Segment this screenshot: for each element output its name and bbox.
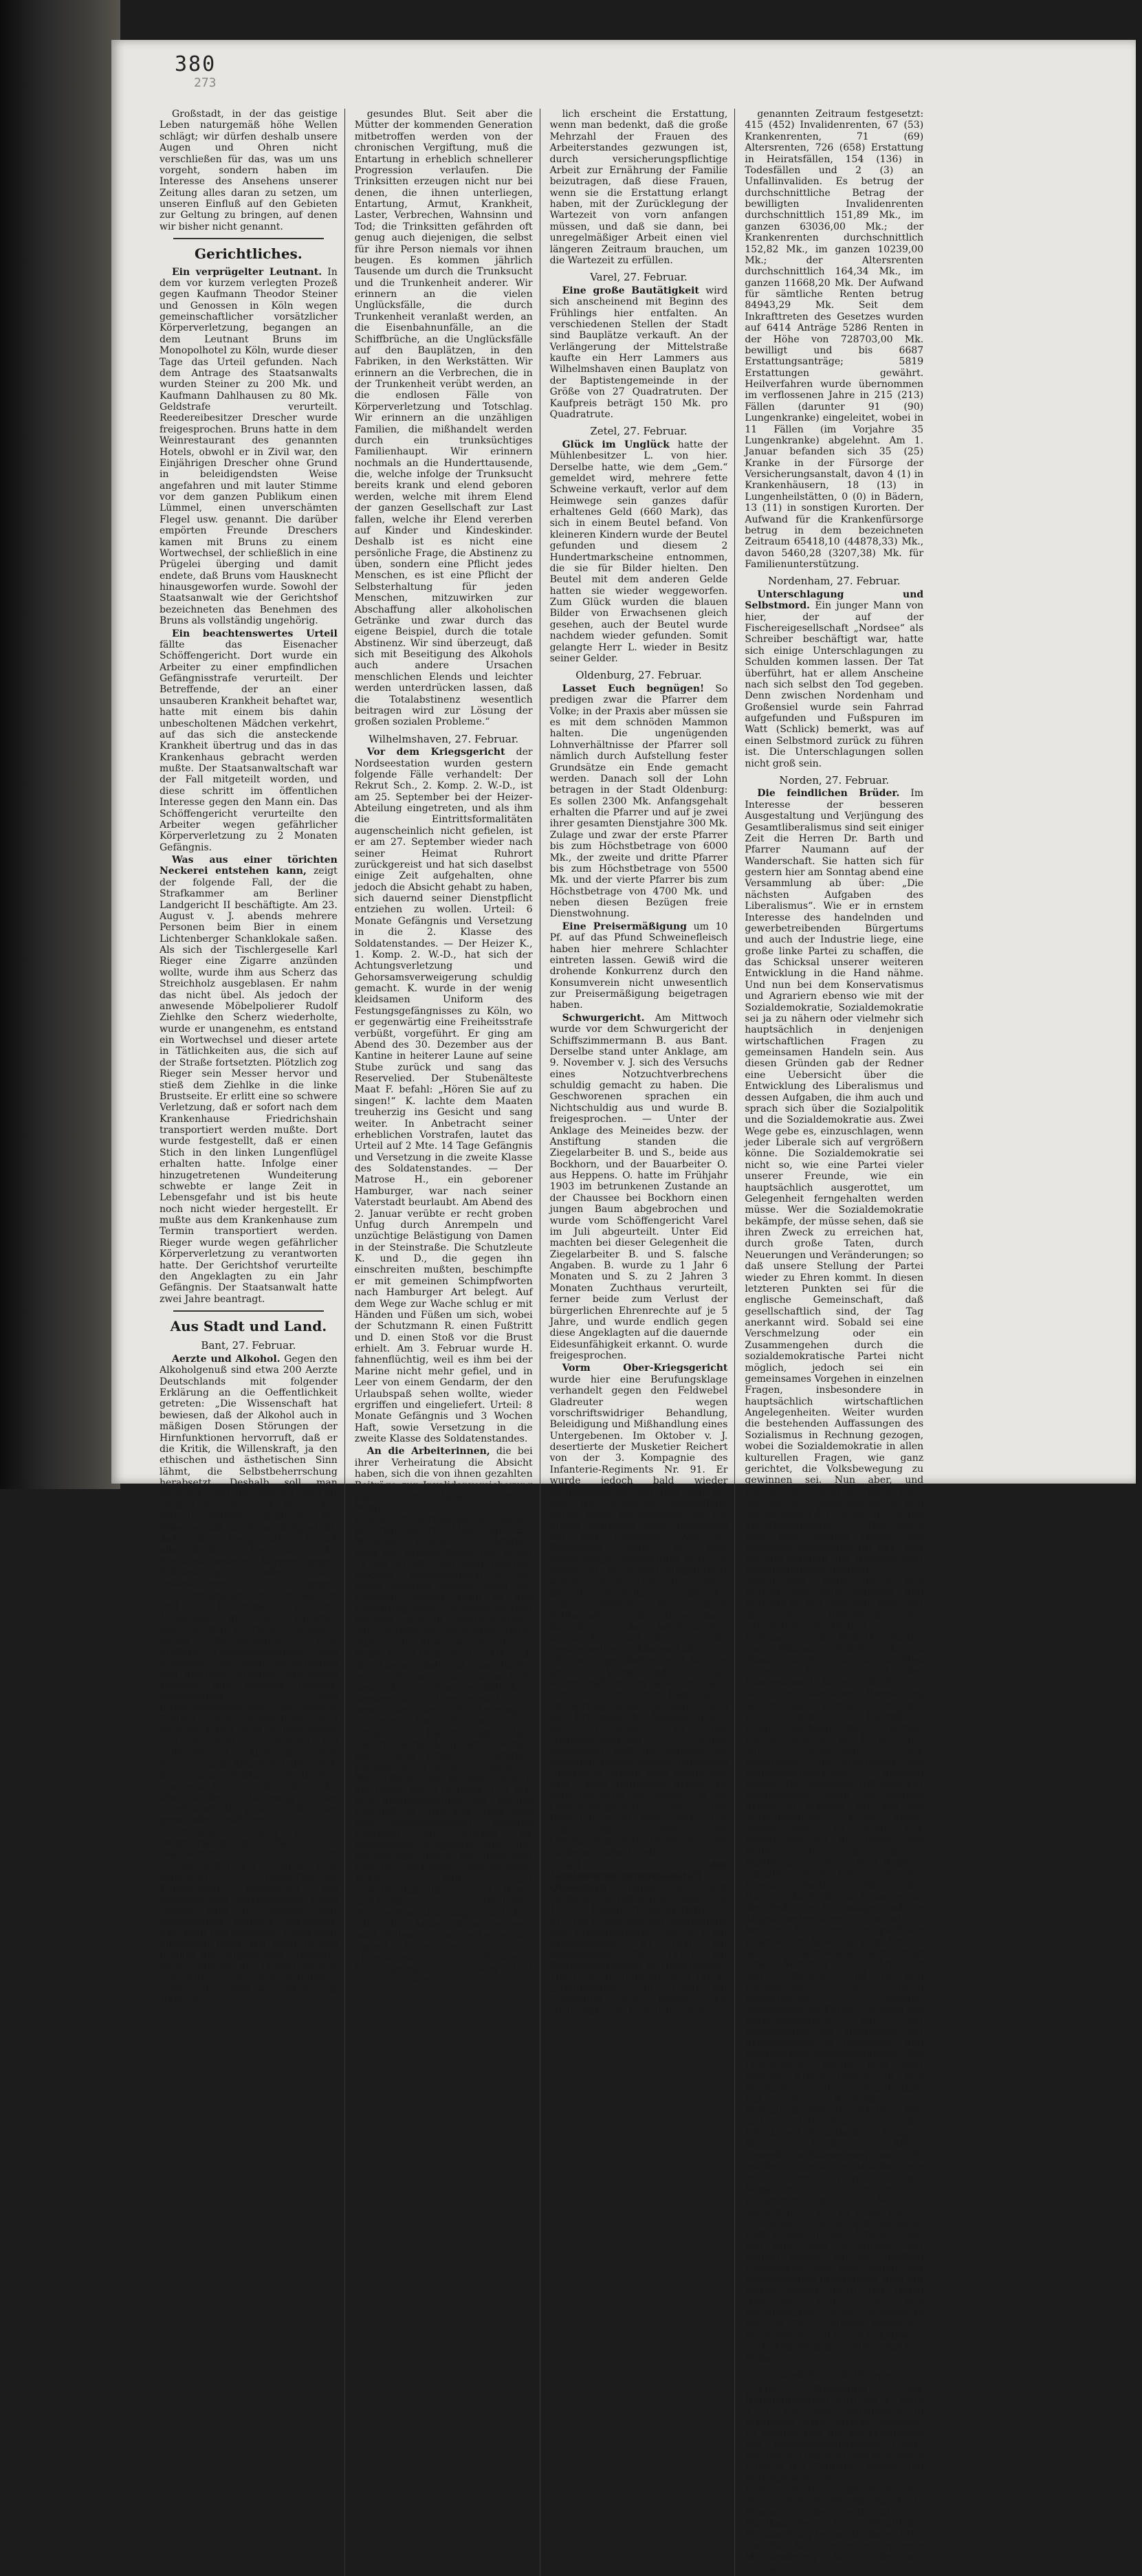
article-title: Ein verprügelter Leutnant. (172, 266, 322, 278)
article-title: Lasset Euch begnügen! (562, 683, 705, 694)
article (745, 788, 923, 2364)
column-4 (745, 109, 930, 2576)
article (160, 628, 338, 854)
article-title: Unterschlagung und Selbstmord. (745, 588, 924, 612)
article-text: Gegen den Alkoholgenuß sind etwa 200 Aerzte Deutschlands mit folgender Erklärung an die Oeffentlichkeit getreten: „Die Wissenschaft hat bewiesen, daß der Alkohol auch in mäßigen Dosen Störungen der Hirnfunktionen hervorruft, daß er die Kritik, die Willenskraft, ja den ethischen und ästhetischen Sinn lähmt, die Selbstbeherrschung herabsetzt. Deshalb soll man einsehen, daß der Alkohol ein Gift ist und denselben nicht länger den Nahrungsmitteln zuzählen. Die Wissenschaft hat ferner festgestellt, daß der fortgesetzte Genuß alkoholischer Getränke die Resistenz unseres Körpers gegen Erkrankungen aller Art, insbesondere gegen Infektionskrankheiten, herabsetzt und die Lebensdauer verkürzt. Menschen, die sich jeglicher alkoholischen Getränke enthalten, haben durchschnittlich eine größere Leistungsfähigkeit und Ausdauer bei allen körperlichen und geistigen Arbeiten, erkranken seltener und genesen rascher, insbesondere von Infektionskrankheiten, als mäßige Trinker. Jede körperliche und geistige Arbeit wird vollkommener und geschickter ausgeführt bei vollkommener Abstinenz. Alle gegenteiligen Angaben haben sich bei genauer Prüfung als Illusion erwiesen, hervorgerufen durch die alkoholische Lähmung der Urteilskraft. Die größte Gefahr des gewohnheitsmäßigen Alkoholgenusses aber ist die Degeneration der Rasse. Die Nachkommen der Gewohnheitstrinker zeigen eine allgemein minderwertige Konstitution, namentlich ein geschwächtes Nervensystem. Diese Gefahr wird in neuerer Zeit insbesondere dadurch gesteigert, daß auch das weibliche Geschlecht allmählich mehr und mehr in den Einfluß der allgemeinen Trinksitte gerät. Solange die Frauen an den Trinksitten sich nicht beteiligen, erbte jeder doch wenigstens zur Hälfte noch (160, 1353, 338, 2007)
article-text: wird sich anscheinend mit Beginn des Frühlings hier entfalten. An verschiedenen Stellen der Stadt sind Bauplätze verkauft. An der Verlängerung der Mittelstraße kaufte ein Herr Lammers aus Wilhelmshaven einen Bauplatz von der Baptistengemeinde in der Größe von 27 Quadratruten. Der Kaufpreis beträgt 150 Mk. pro Quadratrute. (549, 285, 728, 420)
article-text: hatte der Mühlenbesitzer L. von hier. Derselbe hatte, wie dem „Gem.“ gemeldet wird, mehrere fette Schweine verkauft, verlor auf dem Heimwege sein ganzes dafür erhaltenes Geld (660 Mark), das sich in einem Beutel befand. Von kleineren Kindern wurde der Beutel gefunden und diesem 2 Hundertmarkscheine entnommen, die sie für Bilder hielten. Den Beutel mit dem anderen Gelde hatten sie wieder weggeworfen. Zum Glück wurden die blauen Bilder von Erwachsenen gleich gesehen, auch der Beutel wurde nachdem wieder gefunden. Somit gelangte Herr L. wieder in Besitz seiner Gelder. (549, 439, 728, 664)
article (745, 589, 923, 769)
article (160, 855, 338, 1305)
article-title: Ein beachtenswertes Urteil (172, 628, 338, 639)
article (550, 921, 728, 1011)
article-title: Vorm Ober-Kriegsgericht (562, 1363, 728, 1374)
paragraph: lich erscheint die Erstattung, wenn man bedenkt, daß die große Mehrzahl der Frauen des Arbeiterstandes gezwungen ist, durch versicherungspflichtige Arbeit zur Ernährung der Familie beizutragen, daß diese Frauen, wenn sie die Erstattung erlangt haben, mit der Zurücklegung der Wartezeit von vorn anfangen müssen, und daß sie dann, bei unregelmäßiger Arbeit einen viel längeren Zeitraum brauchen, um die Wartezeit zu erfüllen. (549, 109, 728, 266)
article-title: Glück im Unglück (562, 439, 670, 450)
article-title: Vor dem Kriegsgericht (366, 747, 505, 758)
page-number: 380 (175, 52, 217, 76)
dateline: Wilhelmshaven, 27. Februar. (369, 732, 519, 745)
paragraph: genannten Zeitraum festgesetzt: 415 (452) Invalidenrenten, 67 (53) Krankenrenten, 71 (69) Altersrenten, 726 (658) Erstattung in Heiratsfällen, 154 (136) in Todesfällen und 2 (3) an Unfallinvaliden. Es betrug der durchschnittliche Betrag der bewilligten Invalidenrenten durchschnittlich 151,89 Mk., im ganzen 63036,00 Mk.; der Krankenrenten durchschnittlich 152,82 Mk., im ganzen 10239,00 Mk.; der Altersrenten durchschnittlich 164,34 Mk., im ganzen 11668,20 Mk. Der Aufwand für sämtliche Renten betrug 84943,29 Mk. Seit dem Inkrafttreten des Gesetzes wurden auf 6414 Anträge 5286 Renten in der Höhe von 728703,00 Mk. bewilligt und bis 6687 Erstattungsanträge; 5819 Erstattungen gewährt. Heilverfahren wurde übernommen im verflossenen Jahre in 215 (213) Fällen (darunter 91 (90) Lungenkranke) eingeleitet, wobei in 11 Fällen (im Vorjahre 35 Lungenkranke) abgelehnt. Am 1. Januar befanden sich 35 (25) Kranke in der Fürsorge der Versicherungsanstalt, davon 4 (1) in Krankenhäusern, 18 (13) in Lungenheilstätten, 0 (0) in Bädern, 13 (11) in sonstigen Kurorten. Der Aufwand für die Krankenfürsorge betrug in dem bezeichneten Zeitraum 65418,10 (44878,33) Mk., davon 5460,28 (3207,38) Mk. für Familienunterstützung. (745, 109, 924, 570)
article-text: zeigt der folgende Fall, der die Strafkammer am Berliner Landgericht II beschäftigte. Am 23. August v. J. abends mehrere Personen beim Bier in einem Lichtenberger Schanklokale saßen. Als sich der Tischlergeselle Karl Rieger eine Zigarre anzünden wollte, wurde ihm aus Scherz das Streichholz ausgeblasen. Er nahm das nicht übel. Als jedoch der anwesende Möbelpolierer Rudolf Ziehlke den Scherz wiederholte, wurde er unangenehm, es entstand ein Wortwechsel und dieser artete in Tätlichkeiten aus, die sich auf der Straße fortsetzten. Plötzlich zog Rieger sein Messer hervor und stieß dem Ziehlke in die linke Brustseite. Er erlitt eine so schwere Verletzung, daß er sofort nach dem Krankenhause Friedrichshain transportiert werden mußte. Dort wurde festgestellt, daß er einen Stich in den linken Lungenflügel erhalten hatte. Infolge einer hinzugetretenen Wundeiterung schwebte er lange Zeit in Lebensgefahr und ist bis heute noch nicht wieder hergestellt. Er mußte aus dem Krankenhause zum Termin transportiert werden. Rieger wurde wegen gefährlicher Körperverletzung zu verantworten hatte. Der Gerichtshof verurteilte den Angeklagten zu ein Jahr Gefängnis. Der Staatsanwalt hatte zwei Jahre beantragt. (160, 866, 338, 1305)
article (550, 1013, 728, 1362)
section-heading-gerichtliches: Gerichtliches. (195, 245, 303, 263)
article-text: wird am 4. März d. J. vor dem Amtsgericht in Malgarten zum Austrag kommen. Es handelt sich um die Privatklage des Reichstagskandidaten Frhrn. von Bar auf Barenau, des bekannten Führers der Zentrum, Welfen und Agrarkonservativen Gemeinschaftlich aufgestellt war, gegen den Kaufmann Rasch in Bramsche, der während des Wahlkampfes in öffentlicher Versammlung behauptet habe, Frhr. von Bar habe in seiner früheren Mietswohnung Kaiserbilder mit weißschen (745, 2394, 924, 2575)
article (550, 439, 728, 665)
article-text: In dem vor kurzem verlegten Prozeß gegen Kaufmann Theodor Steiner und Genossen in Köln wegen gemeinschaftlicher vorsätzlicher Körperverletzung, begangen an dem Leutnant Bruns im Monopolhotel zu Köln, wurde dieser Tage das Urteil gefunden. Nach dem Antrage des Staatsanwalts wurden Steiner zu 200 Mk. und Kaufmann Dahlhausen zu 80 Mk. Geldstrafe verurteilt. Reedereibesitzer Drescher wurde freigesprochen. Bruns hatte in dem Weinrestaurant des genannten Hotels, obwohl er in Zivil war, den Einjährigen Drescher ohne Grund in beleidigendsten Weise angefahren und mit lauter Stimme vor dem ganzen Publikum einen Lümmel, einen unverschämten Flegel usw. genannt. Die darüber empörten Freunde Dreschers kamen mit Bruns zu einem Wortwechsel, der schließlich in eine Prügelei überging und damit endete, daß Bruns vom Hausknecht hinausgeworfen wurde. Sowohl der Staatsanwalt wie der Gerichtshof bezeichneten das Benehmen des Bruns als vollständig ungehörig. (160, 266, 338, 627)
article (355, 1446, 533, 1986)
article (550, 683, 728, 920)
article-title: Eine große Bautätigkeit (562, 285, 699, 296)
dateline: Bant, 27. Februar. (201, 1339, 296, 1352)
article-text: Am Mittwoch wurde vor dem Schwurgericht der Schiffszimmermann B. aus Bant. Derselbe stand unter Anklage, am 9. November v. J. sich des Versuchs eines Notzuchtverbrechens schuldig gemacht zu haben. Die Geschworenen sprachen ein Nichtschuldig aus und wurde B. freigesprochen. — Unter der Anklage des Meineides bezw. der Anstiftung standen die Ziegelarbeiter B. und S., beide aus Bockhorn, und der Bauarbeiter O. aus Heppens. O. hatte im Frühjahr 1903 im betrunkenen Zustande an der Chaussee bei Bockhorn einen jungen Baum abgebrochen und wurde vom Schöffengericht Varel im Juli abgeurteilt. Unter Eid machten bei dieser Gelegenheit die Ziegelarbeiter B. und S. falsche Angaben. B. wurde zu 1 Jahr 6 Monaten und S. zu 2 Jahren 3 Monaten Zuchthaus verurteilt, ferner beide zum Verlust der bürgerlichen Ehrenrechte auf je 5 Jahre, und wurde endlich gegen diese Angeklagten auf die dauernde Eidesunfähigkeit erkannt. O. wurde freigesprochen. (549, 1012, 728, 1362)
article-title: Die feindlichen Brüder. (757, 788, 900, 800)
column-1 (160, 109, 345, 2576)
article (160, 1354, 338, 2007)
article-text: fällte das Eisenacher Schöffengericht. Dort wurde ein Arbeiter zu einer empfindlichen Gefängnisstrafe verurteilt. Der Betreffende, der an einer unsauberen Krankheit behaftet war, hatte mit einem bis dahin unbescholtenen Mädchen verkehrt, auf das sich die ansteckende Krankheit übertrug und das in das Krankenhaus gebracht werden mußte. Der Staatsanwaltschaft war der Fall mitgeteilt worden, und diese schritt im öffentlichen Interesse gegen den Mann ein. Das Schöffengericht verurteilte den Arbeiter wegen gefährlicher Körperverletzung zu 2 Monaten Gefängnis. (160, 639, 338, 853)
article-text: der Nordseestation wurden gestern folgende Fälle verhandelt: Der Rekrut Sch., 2. Komp. 2. W.-D., ist am 25. September bei der Heizer-Abteilung eingetreten, und als ihm die Eintrittsformalitäten augenscheinlich nicht gefielen, ist er am 27. September wieder nach seiner Heimat Ruhrort zurückgereist und hat sich daselbst einige Zeit aufgehalten, ohne jedoch die Absicht gehabt zu haben, sich dauernd seiner Dienstpflicht entziehen zu wollen. Urteil: 6 Monate Gefängnis und Versetzung in die 2. Klasse des Soldatenstandes. — Der Heizer K., 1. Komp. 2. W.-D., hat sich der Achtungsverletzung und Gehorsamsverweigerung schuldig gemacht. K. wurde in der wenig kleidsamen Uniform des Festungsgefängnisses zu Köln, wo er gegenwärtig eine Freiheitsstrafe verbüßt, vorgeführt. Er ging am Abend des 30. Dezember aus der Kantine in heiterer Laune auf seine Stube zurück und sang das Reservelied. Der Stubenälteste Maat F. befahl: „Hören Sie auf zu singen!“ K. lachte dem Maaten treuherzig ins Gesicht und sang weiter. In Anbetracht seiner erheblichen Vorstrafen, lautet das Urteil auf 2 Mte. 14 Tage Gefängnis und Versetzung in die zweite Klasse des Soldatenstandes. — Der Matrose H., ein geborener Hamburger, war nach seiner Vaterstadt beurlaubt. Am Abend des 2. Januar verübte er recht groben Unfug durch Anrempeln und unzüchtige Belästigung von Damen in der Steinstraße. Die Schutzleute K. und D., die gegen ihn einschreiten mußten, beschimpfte er mit gemeinen Schimpfworten nach Hamburger Art belegt. Auf dem Wege zur Wache schlug er mit Händen und Füßen um sich, wobei der Schutzmann R. einen Fußtritt und D. einen Stoß vor die Brust erhielt. Am 3. Februar wurde H. fahnenflüchtig, weil es ihm bei der Marine nicht mehr gefiel, und in Leer von einem Gendarm, der den Urlaubspaß sehen wollte, wieder ergriffen und eingeliefert. Urteil: 8 Monate Gefängnis und 3 Wochen Haft, sowie Versetzung in die zweite Klasse des Soldatenstandes. (354, 747, 533, 1445)
dateline: Nordenham, 27. Februar. (767, 575, 901, 588)
article (550, 1860, 728, 2017)
article-text: wurde hier eine Berufungsklage verhandelt gegen den Feldwebel Gladreuter wegen vorschriftswidriger Behandlung, Beleidigung und Mißhandlung eines Untergebenen. Im Oktober v. J. desertierte der Musketier Reichert von der 3. Kompagnie des Infanterie-Regiments Nr. 91. Er wurde jedoch bald wieder zurückgebracht und gab nun an, daß die schlechte Behandlung durch seine Vorgesetzten ihn zur Flucht getrieben habe. Besonders auf den Feldwebel. Am 26. September habe er eine siebentägige Arreststrafe antreten sollen; er sei hierzu aufgefordert worden, und der Unteroffizier habe ihn des schmutzigen Zustandes seiner Wäsche bei seinem Feldwebel gemeldet. Dieser habe ihm, Reichert, dann befohlen, sich auszuziehen und ihn vor der versammelten Mannschaft ein „Schwein“ gescholten, auch habe er ihn „vier Viertelstunden vor der Mannschaft stehen lassen müssen, zum Gaudium seiner Kameraden. Im Verfolg dieser Aussage erhob das Kriegsgericht Anklage gegen den Feldwebel. In der Hauptverhandlung wurde festgestellt, daß die Angaben des Rekruten richtig waren. Feldwebel Gladreuter erhielt eine Strafe von drei Tagen mittlerem Arrest. Er legte Berufung ein, welche ihm das Oberkriegsgericht mit der Begründung, er habe doch „nur seine Pflicht“ getan. Das Oberkriegsgericht bestätigte das vorinstanzliche Urteil. (549, 1374, 728, 1858)
article-text: Im Interesse der besseren Ausgestaltung und Verjüngung des Gesamtliberalismus sind seit einiger Zeit die Herren Dr. Barth und Pfarrer Naumann auf der Wanderschaft. Sie hatten sich für gestern hier am Sonntag abend eine Versammlung ab über: „Die nächsten Aufgaben des Liberalismus“. Wie er in ernstem Interesse des handelnden und gewerbetreibenden Bürgertums und auch der Industrie liege, eine große linke Partei zu schaffen, die das Schicksal unserer weiteren Entwicklung in die Hand nähme. Und nun bei dem Konservatismus und Agrariern ebenso wie mit der Sozialdemokratie, Sozialdemokratie sei ja zu nähern oder vielmehr sich hauptsächlich in denjenigen wirtschaftlichen Fragen zu gemeinsamen Handeln sein. Aus diesen Gründen gab der Redner eine Uebersicht über die Entwicklung des Liberalismus und dessen Aufgaben, die ihm auch und sprach sich über die Sozialpolitik und die Sozialdemokratie aus. Zwei Wege gebe es, einzuschlagen, wenn jeder Liberale sich auf vergrößern könne. Die Sozialdemokratie sei nicht so, wie eine Partei vieler unserer Freunde, wie ein hauptsächlich ausgerottet, um Gelegenheit ferngehalten werden müsse. Wer die Sozialdemokratie bekämpfe, der müsse sehen, daß sie ihren Zweck zu erreichen hat, durch große Taten, durch Neuerungen und Veränderungen; so daß unsere Stellung der Partei wieder zu Ehren kommt. In diesen letzteren Punkten sei für die englische Gemeinschaft, daß gesellschaftlich sind, der Tag anerkannt wird. Sobald sei eine Verschmelzung oder ein Zusammengehen durch die sozialdemokratische Partei nicht möglich, jedoch sei ein gemeinsames Vorgehen in einzelnen Fragen, insbesondere in hauptsächlich wirtschaftlichen Angelegenheiten. Weiter wurden die bestehenden Auffassungen des Sozialismus in Rechnung gezogen, wobei die Sozialdemokratie in allen kulturellen Fragen, wie ganz gerichtet, die Volksbewegung zu gewinnen sei. Nun aber, und welcher Rechnung getragen wird, der mit die Volksbewegung, in den Verhältnissen der Ausnahmeren und Zuchthausgesetze. — Das sollte man sich gefallen lassen. Die Reformer verstanden für das, was wir hier verlangt, die Wünsche aller Versammlungsteilnehmer entsprechen, wenn durch den Bericht des Volks-Sonntags und Berichts ist aus dem Volk sehr spät als einer Diskussion. Der nationalliberale Redner wies die Ansinnen, in der Sozialdemokratie einen Pakt abzuschließen, oder ein Zusammengehen zu suchen. Man könne sich nicht auf der Klassenkampf führe und ihr Ziel sehe der staatlichen Umwälzung der heutigen Zustände, und der Zustand gegen die Jugendliche Frage, überhaupt dieses Themas, von Seiten dieses der Fürsprecher, durch Gesinnungen stark einzutreten, die Fraktionen des Abgeordnetenhauses gesehen wollen. Der Antisemit gilt eine nur anzukommen, wenn die positive Arbeit zu erzielen hat und die Sozialdemokratie keine Arbeit leisten kann. Er werde sich anschließen an die gewiß aus Müller, der die besten Ausführungen des letzten Redners einnahm. Sowie hat er für den Einsturz Parteien. Wenn der Umsturz die Rede sein könne, so sei die Rede im Reichstage und im Abgeordnetenhause. Er selbst sei bei der Einnahme der positiven praktischen Arbeiten kein Freund der Sozialdemokratie, wenn man unsere Vertreter bei der Arbeit in den Gemeinden und in den Parlamenten sieht, ihren unbeirrbaren, ständig-oppositionellen Körper. Es kann die Sozialdemokratie nur zur Verteidigung der Interessen der Arbeiterschaft in Gemeinde- und kommunalen Angelegenheiten. Die Liberalismus werde kein sehr positive Arbeit liefern, in den Streitenlagen der Zukunftsstaat. Für den Reichstag ein Bedeutungsspiel ist, und Herr Vor- und Entrechtungen der Arbeiterschaft zustande zu bringen, für solche Arbeit Gewerkschaftsbewegung aus. Er würde sich in seinen Ausführungen mit dem Vertreter der Sozialdemokratie keinen Sinn des Zusammenkommens. Die Verdienst derselben sei nur zu sehen wie sei lernen und Ziele der Arbeiterklasse weit ersehnen, um Arbeiterschaft und ihre Ziele zu wirken. Der Redner sprach mit der größten Genauigkeit von den Zeiten des sozialistischen Programms, ging auf hieran wieder Barth und Herrn Naumann und sich den Versammelten seine Propaganda machen. Herr Naumann schloß die Versammlung mit einem Schlußwort nach Angriffen des antisemitischen Redner. (745, 788, 924, 2364)
section-divider (173, 238, 324, 239)
article (355, 747, 533, 1444)
article-title: Ein Nachspiel zur Reichstagswahl (745, 2383, 924, 2406)
article-text: lagen in dem verflossenen Jahre (die Zahlen für 1902 in Klammern nachgefügt) vor: 612 (581) Anträge auf Bewilligung von Invalidenrenten, 69 (61) auf Krankenrente, 87 (84) auf Altersrenten, 767 (712) auf Beitragserstattung in Heiratsfällen, 168 (154) in Todesfällen, 3 (4) an Unfallinvaliden, 381 (298) auf Erstattung der Kosten des Heilverfahrens. Es wurden in dem (549, 1882, 728, 2017)
section-heading-aus-stadt-und-land: Aus Stadt und Land. (170, 1318, 327, 1335)
article (745, 2384, 923, 2575)
article-columns (160, 109, 1125, 2575)
dateline: Oldenburg, 27. Februar. (575, 669, 702, 682)
section-divider (173, 1310, 324, 1312)
dateline: Norden, 27. Februar. (779, 773, 890, 786)
article-text: die bei ihrer Verheiratung die Absicht haben, sich die von ihnen gezahlten Beiträge zur Invalidenversicherung zurückzahlen zu lassen, richtet ein Mitglied des Reichsversicherungsamtes folgende beherzigenswerte Mahnung: „Ein Mädchen, welches 200 Marken etwa der zweiten Klasse hat, erhält 14 bis 20 Mk. und zwar mehrere Wochen, wahrscheinlich in der Regel mehrere Monate nach der Hochzeit. Vorher kann es den Erstattungsanspruch weder geltend machen noch an andere abtreten oder verpfänden verwerten. Dafür gibt sie die Anwartschaft auf eine Rente von 116 bezw. 132 Mk. auf; die Anwartschaft auf eine Rente, welche sie, wenn sie nur im Falle dauernder Erwerbsunfähigkeit, sondern auch dann gezahlt wird, wenn sie das 70. Lebensjahr vollendet hat. Es würde in vergleichen Fällen sogar Jahr dauert; wirklich gezahlt werden kann! Sind schon 500 Marken vorhanden, so werden 35 bezw. 50 Mk. erstattet und aufgegeben wird die Rente von 115 bezw. 150 Mk. Wie unwirtschaftlich ein solches Geschäft ist, wird klar, wenn man sich vergegenwärtigt, welchen Gefahren die Frauen im Wochenbett ausgesetzt sind; der Wechselfälle denen sie ausgesetzt sind mit Spülwasser, Speiseresten, Kohlen, Müll und gewebsentzündungen und durch unscheinbare Hautrisse, Zellgewebsentzündungen und dem oder die Armes herumgetragen wird. Fallen nicht so die Armen zum Opfer? Fallen nicht so die Tuberkulose, Blutarmut, Frauenkrankheiten fordern. Und vollends unwirtschaft- (354, 1446, 533, 1987)
paragraph: Großstadt, in der das geistige Leben naturgemäß höhe Wellen schlägt; wir dürfen deshalb unsere Augen und Ohren nicht verschließen für das, was um uns vorgeht, sondern haben im Interesse des Ansehens unserer Zeitung alles daran zu setzen, um unseren Einfluß auf den Gebieten zur Geltung zu bringen, auf denen wir bisher nicht genannt. (160, 109, 338, 232)
newspaper-page (111, 40, 1136, 2575)
article-text: um 10 Pf. auf das Pfund Schweinefleisch haben hier mehrere Schlachter eintreten lassen. Gewiß wird die drohende Konkurrenz durch den Konsumverein nicht unwesentlich zur Preisermäßigung beigetragen haben. (549, 921, 728, 1011)
article-title: Eine Preisermäßigung (562, 921, 687, 932)
article (550, 1363, 728, 1858)
article-text: So predigen zwar die Pfarrer dem Volke; in der Praxis aber müssen sie es mit dem schnöden Mammon halten. Die ungenügenden Lohnverhältnisse der Pfarrer soll nämlich durch Aufstellung fester Grundsätze ein Ende gemacht werden. Danach soll der Lohn betragen in der Stadt Oldenburg: Es sollen 2300 Mk. Anfangsgehalt erhalten die Pfarrer und auf je zwei ihrer gesamten Dienstjahre 300 Mk. Zulage und zwar der erste Pfarrer bis zum Höchstbetrage von 6000 Mk., der zweite und dritte Pfarrer bis zum Höchstbetrage von 5500 Mk. und der vierte Pfarrer bis zum Höchstbetrage von 4700 Mk. und neben diesen Bezügen freie Dienstwohnung. (549, 683, 728, 920)
column-3 (550, 109, 736, 2576)
page-stamp: 273 (194, 76, 217, 90)
article-text: Ein junger Mann von hier, der auf der Fischereigesellschaft „Nordsee“ als Schreiber beschäftigt war, hatte sich einige Unterschlagungen zu Schulden kommen lassen. Der Tat überführt, hat er allem Anscheine nach sich selbst den Tod gegeben. Denn zwischen Nordenham und Großensiel wurde sein Fahrrad aufgefunden und Fußspuren im Watt (Schlick) bemerkt, was auf einen Selbstmord zurück zu führen ist. Die Unterschlagungen sollen nicht groß sein. (745, 600, 924, 769)
article-title: Bei der Landesversicherungsanstalt Oldenburg (549, 1859, 728, 1893)
paragraph: gesundes Blut. Seit aber die Mütter der kommenden Generation mitbetroffen werden von der chronischen Vergiftung, muß die Entartung in erheblich schnellerer Progression verlaufen. Die Trinksitten erzeugen nicht nur bei denen, die ihnen unterliegen, Entartung, Armut, Krankheit, Laster, Verbrechen, Wahnsinn und Tod; die Trinksitten gefährden oft genug auch diejenigen, die selbst für ihre Person niemals vor ihnen beugen. Es kommen jährlich Tausende um durch die Trunksucht und die Trunkenheit anderer. Wir erinnern an die vielen Unglücksfälle, die durch Trunkenheit veranlaßt werden, an die Eisenbahnunfälle, an die Schiffbrüche, an die Unglücksfälle auf den Bauplätzen, in den Fabriken, in den Werkstätten. Wir erinnern an die Verbrechen, die in der Trunkenheit verübt werden, an die endlosen Fälle von Körperverletzung und Totschlag. Wir erinnern an die unzähligen Familien, die mißhandelt werden durch ein trunksüchtiges Familienhaupt. Wir erinnern nochmals an die Hunderttausende, die, welche infolge der Trunksucht bereits krank und elend geboren werden, welche mit ihrem Elend der ganzen Gesellschaft zur Last fallen, welche ihr Elend vererben auf Kinder und Kindeskinder. Deshalb ist es nicht eine persönliche Frage, die Abstinenz zu üben, sondern eine Pflicht jedes Menschen, es ist eine Pflicht der Selbsterhaltung für jeden Menschen, mitzuwirken zur Abschaffung aller alkoholischen Getränke und zwar durch das eigene Beispiel, durch die totale Abstinenz. Wir sind überzeugt, daß sich mit Beseitigung des Alkohols auch andere Ursachen menschlichen Elends und leichter werden unterdrücken lassen, daß die Totalabstinenz wesentlich beitragen wird zur Lösung der großen sozialen Probleme.“ (354, 109, 533, 728)
column-2 (355, 109, 540, 2576)
dateline: Zetel, 27. Februar. (590, 425, 688, 438)
dateline: Varel, 27. Februar. (590, 271, 688, 284)
dateline: Osnabrück, 26. Februar. (770, 2368, 898, 2381)
article-title: Schwurgericht. (562, 1012, 645, 1024)
book-binding-edge (0, 0, 120, 1489)
article-title: An die Arbeiterinnen, (366, 1446, 490, 1457)
article (160, 267, 338, 627)
article-title: Was aus einer törichten Neckerei entstehen kann, (160, 855, 338, 877)
article (550, 285, 728, 421)
article-title: Aerzte und Alkohol. (172, 1353, 281, 1365)
